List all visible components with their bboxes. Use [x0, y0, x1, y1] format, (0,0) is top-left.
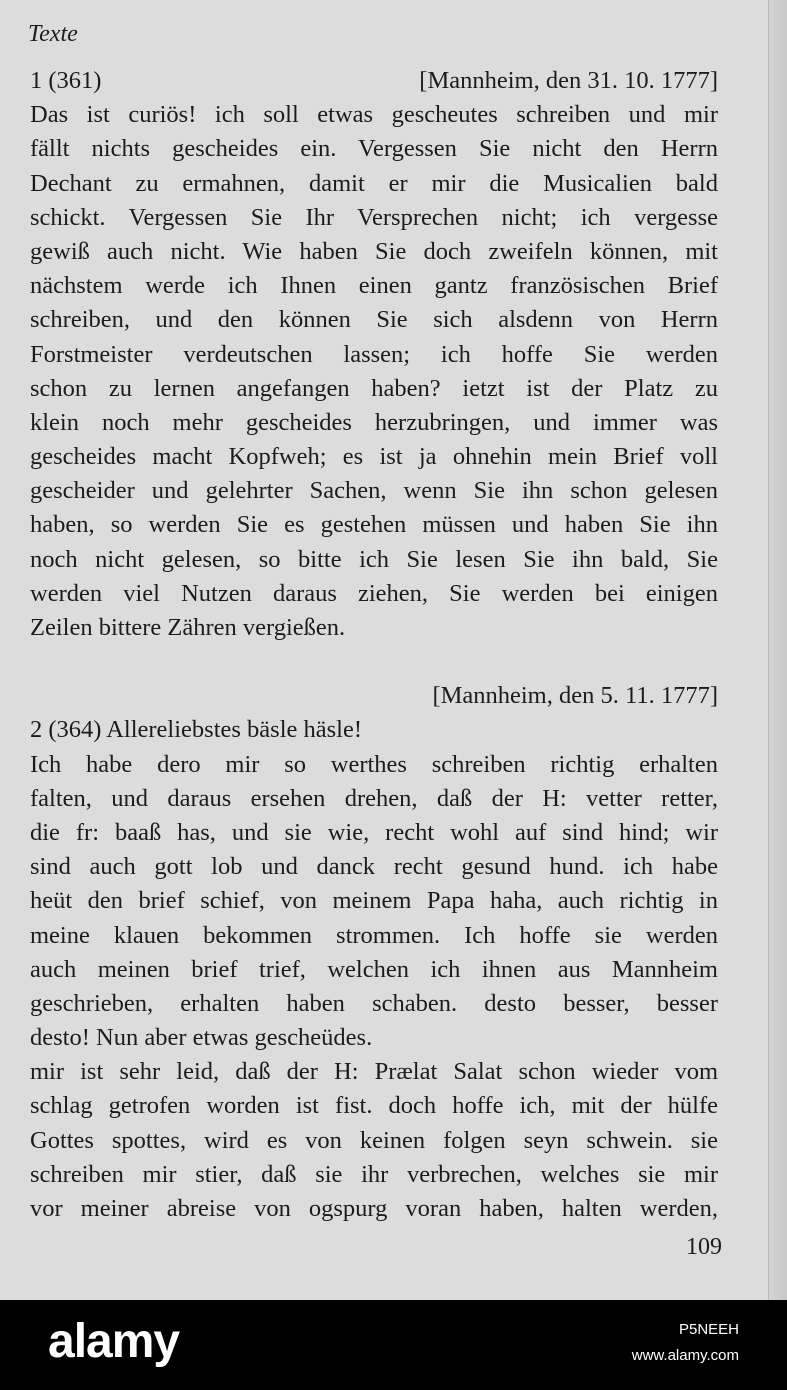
page-number: 109 — [686, 1234, 722, 1260]
text-line: haben, so werden Sie es gestehen müssen und haben Sie ihn — [30, 511, 718, 539]
letter-2-heading — [30, 679, 718, 713]
text-line: gewiß auch nicht. Wie haben Sie doch zweifeln können, mit — [30, 237, 718, 265]
letter-1-body — [30, 98, 718, 645]
text-line: falten, und daraus ersehen drehen, daß der H: vetter retter, — [30, 784, 718, 812]
stock-photo-footer — [0, 1300, 787, 1390]
text-block — [30, 64, 718, 1226]
text-line: Das ist curiös! ich soll etwas gescheutes schreiben und mir — [30, 101, 718, 129]
text-line: desto! Nun aber etwas gescheüdes. — [30, 1024, 373, 1052]
letter-gap — [30, 645, 718, 679]
page-edge — [768, 0, 787, 1300]
text-line: geschrieben, erhalten haben schaben. desto besser, besser — [30, 989, 718, 1017]
letter-2-body — [30, 748, 718, 1227]
site-url[interactable]: www.alamy.com — [631, 1347, 739, 1364]
text-line: nächstem werde ich Ihnen einen gantz französischen Brief — [30, 272, 718, 300]
image-id: P5NEEH — [678, 1321, 739, 1338]
text-line: noch nicht gelesen, so bitte ich Sie lesen Sie ihn bald, Sie — [30, 545, 718, 573]
letter-1-number: 1 (361) — [30, 67, 102, 94]
text-line: mir ist sehr leid, daß der H: Prælat Salat schon wieder vom — [30, 1058, 718, 1086]
text-line: schickt. Vergessen Sie Ihr Versprechen nicht; ich vergesse — [30, 203, 718, 231]
text-line: fällt nichts gescheides ein. Vergessen Sie nicht den Herrn — [30, 135, 718, 163]
text-line: schreiben mir stier, daß sie ihr verbrechen, welches sie mir — [30, 1160, 718, 1188]
letter-2-salutation: 2 (364) Allereliebstes bäsle häsle! — [30, 716, 363, 744]
running-head: Texte — [28, 21, 78, 47]
text-line: Zeilen bittere Zähren vergießen. — [30, 614, 346, 641]
text-line: auch meinen brief trief, welchen ich ihnen aus Mannheim — [30, 955, 718, 983]
text-line: vor meiner abreise von ogspurg voran haben, halten werden, — [30, 1195, 718, 1222]
text-line: gescheider und gelehrter Sachen, wenn Sie ihn schon gelesen — [30, 477, 718, 505]
letter-1-heading — [30, 64, 718, 98]
text-line: meine klauen bekommen strommen. Ich hoffe sie werden — [30, 921, 718, 949]
text-line: schlag getrofen worden ist fist. doch hoffe ich, mit der hülfe — [30, 1092, 718, 1120]
text-line: die fr: baaß has, und sie wie, recht wohl auf sind hind; wir — [30, 818, 718, 846]
text-line: Dechant zu ermahnen, damit er mir die Musicalien bald — [30, 169, 718, 197]
text-line: gescheides macht Kopfweh; es ist ja ohnehin mein Brief voll — [30, 443, 718, 471]
text-line: klein noch mehr gescheides herzubringen, und immer was — [30, 408, 718, 436]
text-line: schreiben, und den können Sie sich alsdenn von Herrn — [30, 306, 718, 334]
letter-1-date: [Mannheim, den 31. 10. 1777] — [419, 67, 718, 94]
text-line: Forstmeister verdeutschen lassen; ich hoffe Sie werden — [30, 340, 718, 368]
text-line: heüt den brief schief, von meinem Papa haha, auch richtig in — [30, 887, 718, 915]
alamy-logo: alamy — [48, 1315, 180, 1368]
text-line: Gottes spottes, wird es von keinen folgen seyn schwein. sie — [30, 1126, 718, 1154]
text-line: sind auch gott lob und danck recht gesund hund. ich habe — [30, 853, 718, 881]
text-line: werden viel Nutzen daraus ziehen, Sie werden bei einigen — [30, 579, 718, 607]
text-line: schon zu lernen angefangen haben? ietzt ist der Platz zu — [30, 374, 718, 402]
letter-2-date: [Mannheim, den 5. 11. 1777] — [432, 682, 718, 710]
text-line: Ich habe dero mir so werthes schreiben richtig erhalten — [30, 750, 718, 778]
